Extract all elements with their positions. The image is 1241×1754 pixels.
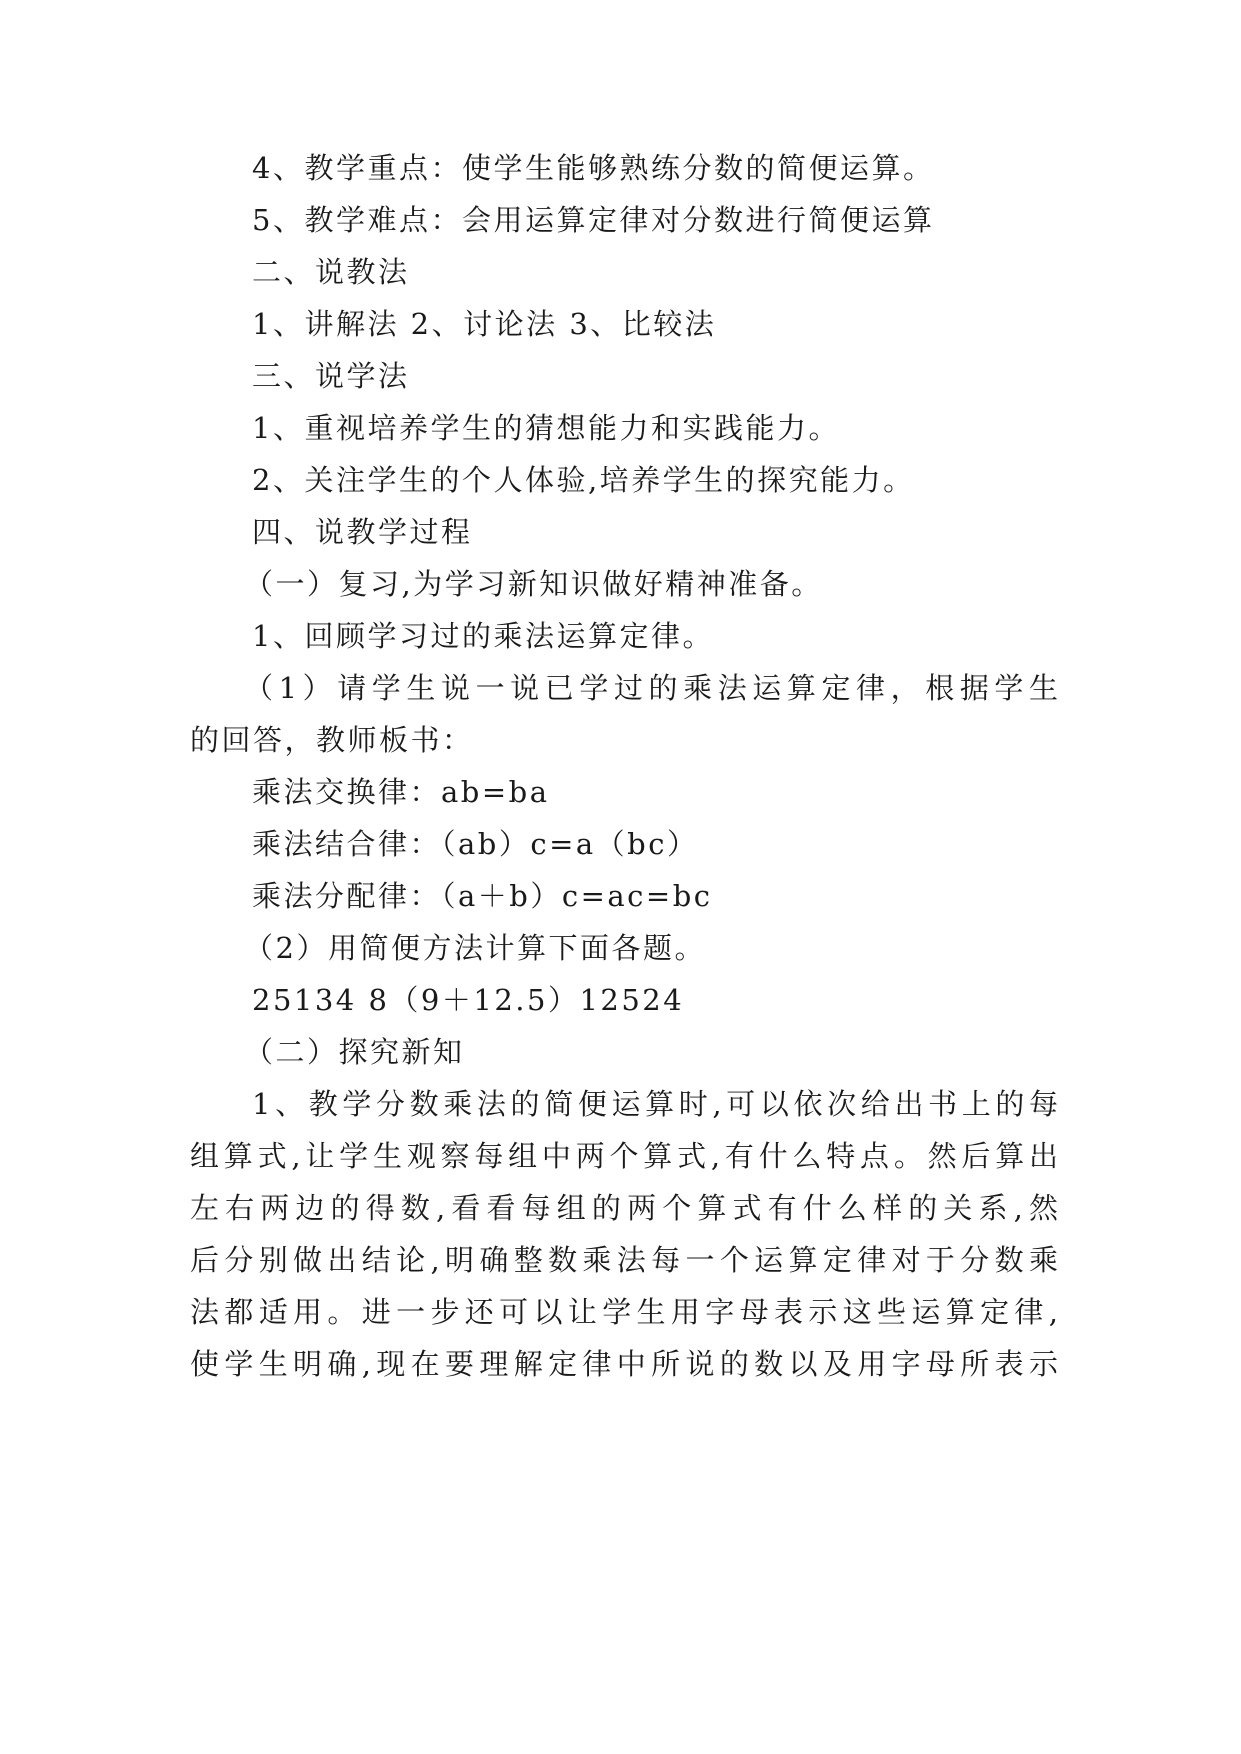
review-step-1-line-2: 的回答，教师板书：	[190, 723, 474, 757]
learning-method-item-1: 1、重视培养学生的猜想能力和实践能力。	[252, 411, 840, 445]
exercise-expressions: 25134 8（9＋12.5）12524	[252, 983, 685, 1017]
explore-paragraph-line-4: 后分别做出结论,明确整数乘法每一个运算定律对于分数乘	[190, 1243, 1060, 1277]
section-heading-teaching-method: 二、说教法	[252, 255, 410, 289]
subsection-explore-new: （二）探究新知	[244, 1035, 465, 1069]
section-heading-teaching-process: 四、说教学过程	[252, 515, 473, 549]
explore-paragraph-line-5: 法都适用。进一步还可以让学生用字母表示这些运算定律,	[190, 1295, 1060, 1329]
teaching-focus-line: 4、教学重点：使学生能够熟练分数的简便运算。	[252, 151, 935, 185]
explore-paragraph-line-1: 1、教学分数乘法的简便运算时,可以依次给出书上的每	[252, 1087, 1060, 1121]
commutative-law: 乘法交换律：ab=ba	[252, 775, 550, 809]
learning-method-item-2: 2、关注学生的个人体验,培养学生的探究能力。	[252, 463, 915, 497]
review-step-1-line-1: （1）请学生说一说已学过的乘法运算定律，根据学生	[244, 671, 1060, 705]
associative-law: 乘法结合律：（ab）c=a（bc）	[252, 827, 699, 861]
teaching-difficulty-line: 5、教学难点：会用运算定律对分数进行简便运算	[252, 203, 935, 237]
review-step-2: （2）用简便方法计算下面各题。	[244, 931, 706, 965]
subsection-review: （一）复习,为学习新知识做好精神准备。	[244, 567, 823, 601]
teaching-methods-line: 1、讲解法 2、讨论法 3、比较法	[252, 307, 717, 341]
explore-paragraph-line-6: 使学生明确,现在要理解定律中所说的数以及用字母所表示	[190, 1347, 1060, 1381]
section-heading-learning-method: 三、说学法	[252, 359, 410, 393]
distributive-law: 乘法分配律：（a＋b）c=ac=bc	[252, 879, 713, 913]
review-item-1: 1、回顾学习过的乘法运算定律。	[252, 619, 714, 653]
explore-paragraph-line-3: 左右两边的得数,看看每组的两个算式有什么样的关系,然	[190, 1191, 1060, 1225]
explore-paragraph-line-2: 组算式,让学生观察每组中两个算式,有什么特点。然后算出	[190, 1139, 1060, 1173]
